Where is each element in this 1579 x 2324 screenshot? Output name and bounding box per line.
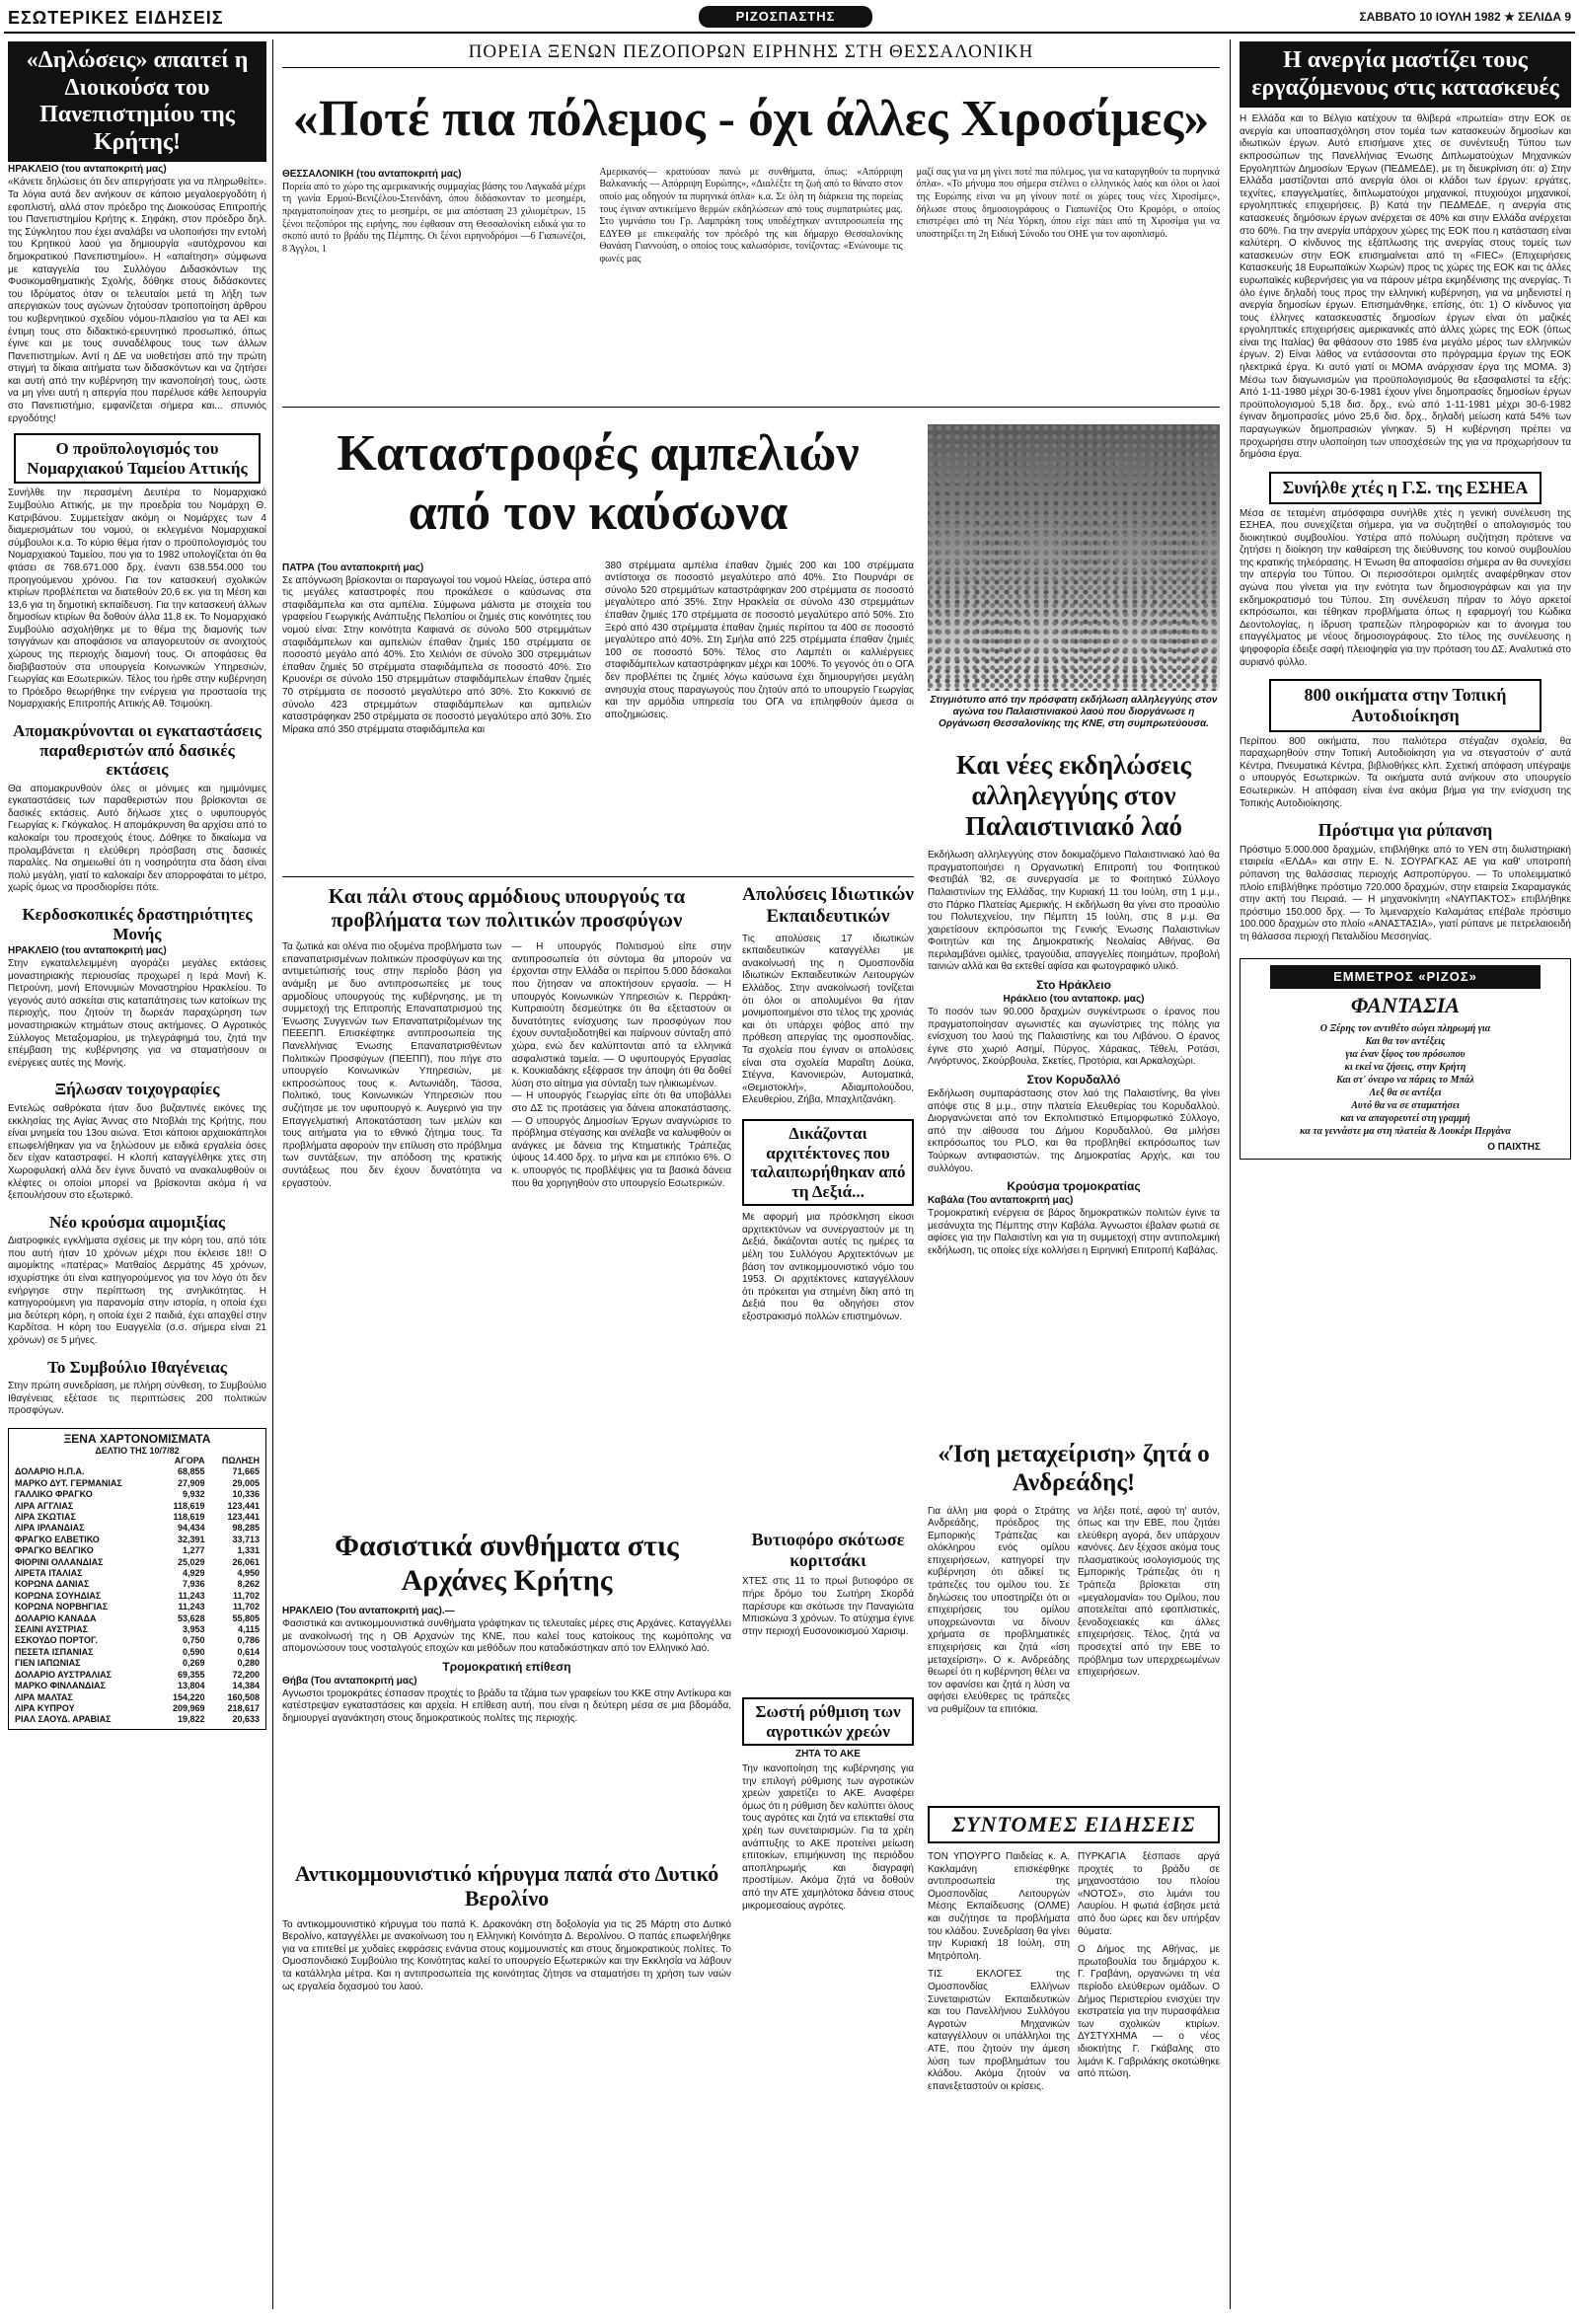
headline-box <box>742 1119 914 1206</box>
article-body: Φασιστικά και αντικομμουνιστικά συνθήματα γράφτηκαν τις τελευταίες μέρες στις Αρχάνες. Καταγγέλλει με ανακοίνωσή της η ΟΒ Αρχανών της ΚΝΕ, που καλεί τους κατοίκους της κωμόπολης να απομονώσουν τους νοσταλγούς εποχών και μεθόδων που καταδικάστηκαν από τον Ελληνικό λαό. <box>282 1618 731 1655</box>
headline: «Δηλώσεις» απαιτεί η Διοικούσα του Πανεπιστημίου της Κρήτης! <box>26 47 249 155</box>
headline: Απομακρύνονται οι εγκαταστάσεις παραθεριστών από δασικές εκτάσεις <box>13 721 262 780</box>
article-body: Το ποσόν των 90.000 δραχμών συγκέντρωσε ο έρανος που πραγματοποίησαν αγωνιστές και αγωνίστριες της πόλης για ενίσχυση του λαού της Παλαιστίνης και του Λιβάνου. Ο έρανος έγινε στο χωριό Ασημί, Πύργος, Χάρακας, Τέθελι, Ροτάσι, Λιγόρτυνος, Σκούρβουλα, Σκετίες, Προτόρια, και Αρκαλοχώρι. <box>928 1007 1220 1068</box>
currency-name: ΦΡΑΓΚΟ ΒΕΛΓΙΚΟ <box>15 1545 94 1556</box>
article-body: Για άλλη μια φορά ο Στράτης Ανδρεάδης, πρόεδρος της Εμπορικής Τράπεζας και ολόκληρου ενός ομίλου επιχειρήσεων, κατηγορεί την κυβέρνηση ότι αδικεί τις τράπεζες του ομίλου του. Σε δηλώσεις του υποστηρίζει ότι οι επιχειρήσεις του ομίλου υποχρεώνονται να δίνουν χρήματα σε προβληματικές επιχειρήσεις και ζητά «ίση μεταχείριση». Ο κ. Ανδρεάδης θεωρεί ότι η κυβέρνηση θέλει να τον αφανίσει και ζητά η λύση να αφήσει ελεύθερες τις τράπεζες να ρυθμίζουν τα επιτόκια. <box>928 1505 1070 1715</box>
currency-table <box>13 1456 262 1726</box>
buy-rate: 53,628 <box>178 1612 205 1623</box>
article-column <box>917 167 1220 266</box>
article-body: να λήξει ποτέ, αφού τη' αυτόν, όπως και την ΕΒΕ, που ζητάει ελεύθερη αγορά, δεν υπάρχουν κανόνες. Δεν ξέχασε ακόμα τους πλασματικούς ισολογισμούς της Εμπορικής Τράπεζας ότι η Τράπεζα βρίσκεται στη «μεγαλομανία» του Ομίλου, που αποτελείται από εφοπλιστικές, ξενοδοχειακές και άλλες επιχειρήσεις. Τέλος, ζητά να προσεχτεί από την ΕΒΕ το πρόβλημα των υπερχρεωμένων επιχειρήσεων. <box>1078 1505 1220 1679</box>
headline-box <box>742 1697 914 1746</box>
buy-rate: 19,822 <box>178 1714 205 1725</box>
buy-rate: 118,619 <box>173 1500 205 1511</box>
headline-box <box>1240 41 1571 108</box>
andreadis-article <box>928 1441 1220 1717</box>
article-column <box>282 167 585 266</box>
currency-table-title: ΞΕΝΑ ΧΑΡΤΟΝΟΜΙΣΜΑΤΑ <box>63 1431 211 1446</box>
article-body: Αγνωστοι τρομοκράτες έσπασαν προχτές το βράδυ τα τζάμια των γραφείων του ΚΚΕ στην Αντίκυρα και κατέστρεψαν εγκαταστάσεις και αρχεία. Η επίθεση αυτή, που είναι η δεύτερη μέσα σε μια βδομάδα, δημιουργεί αγανάκτηση στους δημοκρατικούς πολίτες της περιοχής. <box>282 1687 731 1724</box>
teachers-article <box>742 884 914 1324</box>
masthead-rule <box>4 32 1575 34</box>
headline: Κερδοσκοπικές δραστηριότητες Μονής <box>22 905 253 943</box>
main-headline: Καταστροφές αμπελιών από τον καύσωνα <box>337 425 860 541</box>
buy-rate: 11,243 <box>178 1590 205 1601</box>
currency-row <box>13 1670 262 1681</box>
currency-name: ΓΙΕΝ ΙΑΠΩΝΙΑΣ <box>15 1658 81 1669</box>
headline: Φασιστικά συνθήματα στις Αρχάνες Κρήτης <box>335 1530 679 1597</box>
buy-rate: 154,220 <box>172 1691 205 1702</box>
sell-rate: 160,508 <box>227 1691 260 1702</box>
currency-row <box>13 1613 262 1624</box>
sell-rate: 123,441 <box>227 1512 260 1522</box>
headline: Δικάζονται αρχιτέκτονες που ταλαιπωρήθηκαν από τη Δεξιά... <box>750 1124 906 1201</box>
currency-row <box>13 1602 262 1612</box>
article-column <box>605 561 914 737</box>
currency-name: ΦΡΑΓΚΟ ΕΛΒΕΤΙΚΟ <box>15 1534 100 1544</box>
buy-rate: 9,932 <box>183 1489 205 1500</box>
news-item: ΠΥΡΚΑΓΙΑ ξέσπασε αργά προχτές το βράδυ σε μηχανοστάσιο του πλοίου «ΝΟΤΟΣ», στο λιμάνι του Λαυρίου. Η φωτιά έσβησε μετά από δυο ώρες και δεν υπήρξαν θύματα. <box>1078 1851 1220 1937</box>
headline: Το Συμβούλιο Ιθαγένειας <box>47 1357 227 1377</box>
headline: Ξήλωσαν τοιχογραφίες <box>54 1080 220 1099</box>
headline: Η ανεργία μαστίζει τους εργαζόμενους στις κατασκευές <box>1251 47 1559 101</box>
section-label: ΕΣΩΤΕΡΙΚΕΣ ΕΙΔΗΣΕΙΣ <box>8 8 224 28</box>
poem-tag <box>1270 965 1541 989</box>
article-body: Θα απομακρυνθούν όλες οι μόνιμες και ημιμόνιμες εγκαταστάσεις των παραθεριστών που βρίσκονται σε δασικές εκτάσεις. Αυτό δήλωσε χτες ο υφυπουργός Γεωργίας κ. Γκόγκαλος. Η απομάκρυνση θα αρχίσει από το καλοκαίρι του προσεχούς έτους. Δόθηκε το δικαίωμα να προλαμβάνεται η ελεύθερη πρόσβαση στις δασικές παραλίες. Να σημειωθεί ότι η νοσηρότητα στα δάση είναι πολύ μεγάλη, γιατί το καλοκαίρι δεν απορροφάται το μέτρο, χωρίς όμως να προσδιορίσει πότε. <box>8 783 266 894</box>
article-body: — Η υπουργός Γεωργίας είπε ότι θα υποβάλλει στο ΔΣ τις προτάσεις για δάνεια αποκατάστασης. — Ο υπουργός Δημοσίων Έργων αναγνώρισε το πρόβλημα στέγασης και ανέλαβε να καλυφθούν οι ανάγκες με δάνεια της Κτηματικής Τράπεζας ύψους 14.400 δρχ. το μήνα και με επιτόκιο 6%. Ο κ. υπουργός τις προβλέψεις για τα βασικά δάνεια που θα χορηγηθούν στο υπουργείο Εσωτερικών. <box>511 1090 731 1189</box>
sell-rate: 98,285 <box>232 1523 260 1534</box>
sell-rate: 11,702 <box>232 1590 260 1601</box>
article-column <box>1078 1851 1220 2093</box>
buy-rate: 1,277 <box>183 1545 205 1556</box>
article-column <box>1078 1506 1220 1717</box>
poem-line: Και στ' όνειρο να πάρεις το Μπάλ <box>1336 1074 1474 1086</box>
poem-box <box>1240 958 1571 1160</box>
article-column <box>928 1851 1070 2093</box>
sell-rate: 0,280 <box>237 1658 260 1669</box>
article-columns <box>928 1851 1220 2093</box>
headline: 800 οικήματα στην Τοπική Αυτοδιοίκηση <box>1304 685 1507 725</box>
article-body: Στην εγκαταλελειμμένη αγοράζει μεγάλες εκτάσεις μοναστηριακής περιουσίας προχωρεί η Ιερά Μονή Κ. Πετρούνη, μονή Επονυμιών Μοναστηρίου Ηρακλείου. Το γεγονός αυτό ασκείται στις καταπάτησεις των κατοίκων της περιοχής, που ζητούν τη δωρεάν παραχώρηση των μοναστηριακών κτημάτων στους ακτήμονες. Ο Αγροτικός Σύλλογος Μεταξομαρίου, με τηλεγράφημά του, ζητά την επέμβαση της κυβέρνησης για να σταματήσουν οι ενέργειες αυτές της Μονής. <box>8 958 266 1069</box>
buy-rate: 209,969 <box>172 1702 205 1713</box>
sell-rate: 20,633 <box>232 1714 260 1725</box>
currency-row <box>13 1658 262 1669</box>
article-body: Την ικανοποίηση της κυβέρνησης για την επιλογή ρύθμισης των αγροτικών χρεών χαιρετίζει το ΑΚΕ. Αναφέρει όμως ότι η ρύθμιση δεν καλύπτει όλους τους αγρότες και ζητά να επεκταθεί στα χρέη των συνεταιρισμών. Για τα χρέη ανάπτυξης το ΑΚΕ προτείνει μείωση επιτοκίων, επιμήκυνση της περιόδου αποπληρωμής και διαγραφή προστίμων. Ακόμα ζητά να δοθούν από την ΑΤΕ χαμηλότοκα δάνεια στους μικρομεσαίους αγρότες. <box>742 1763 914 1912</box>
currency-row <box>13 1568 262 1579</box>
currency-row <box>13 1523 262 1534</box>
article-body: — Η υπουργός Πολιτισμού είπε στην αντιπροσωπεία ότι σύντομα θα μπορούν να έρχονται στην Ελλάδα οι περίπου 5.000 δάσκαλοι που ζήτησαν να αποκτήσουν εργασία. — Η υπουργός Κοινωνικών Υπηρεσιών κ. Περράκη-Κυπραιούτη δεσμεύτηκε ότι θα εξεταστούν οι δυνατότητες ενίσχυσης των προσφύγων που έχουν συνταξιοδοτηθεί και παίρνουν σύνταξη από χώρα, ενώ δεν καλύπτονται από τα ελληνικά ασφαλιστικά ταμεία. — Ο υφυπουργός Εργασίας κ. Κουκιαδάκης εξέφρασε την άποψη ότι θα δοθεί λύση στο αίτημα για σύνταξη των ηλικιωμένων. <box>511 941 731 1089</box>
byline: ΗΡΑΚΛΕΙΟ (του ανταποκριτή μας) <box>8 164 167 176</box>
currency-row <box>13 1703 262 1714</box>
currency-row <box>13 1647 262 1658</box>
sell-rate: 8,262 <box>237 1579 260 1590</box>
poem-line: κι εκεί να ζήσεις, στην Κρήτη <box>1344 1061 1466 1073</box>
headline: Βυτιοφόρο σκότωσε κοριτσάκι <box>751 1530 905 1570</box>
accident-article <box>742 1530 914 1638</box>
currency-row <box>13 1624 262 1635</box>
headline: Απολύσεις Ιδιωτικών Εκπαιδευτικών <box>742 884 914 927</box>
article-columns <box>282 561 914 737</box>
currency-name: ΣΕΛΙΝΙ ΑΥΣΤΡΙΑΣ <box>15 1624 89 1635</box>
currency-table-header <box>13 1456 262 1466</box>
article-body: Διατροφικές εγκλήματα σχέσεις με την κόρη του, από τότε που αυτή ήταν 10 χρόνων μέχρι που έκλεισε 18!! Ο αιμομίκτης «πατέρας» Ματθαίος Δερμάτης 45 χρόνων, ισχυρίστηκε ότι είναι κατηγορούμενος για τον λόγο ότι δεν ενήργησε στην περίπτωση της ανηλικότητας. Η κατηγορούμενη για παρανομία στην ιστορία, η οποία έχει μια δεύτερη κόρη, η οποία έχει 2 παιδιά, έχει απαχθεί στην Καρδίτσα. Η κόρη του Ευαγγελία (σ.σ. σήμερα είναι 21 χρόνων) σε 5 μήνες. <box>8 1236 266 1347</box>
byline: Καβάλα (Του ανταποκριτή μας) <box>928 1195 1074 1207</box>
currency-name: ΜΑΡΚΟ ΔΥΤ. ΓΕΡΜΑΝΙΑΣ <box>15 1477 122 1488</box>
poem-tag-label: ΕΜΜΕΤΡΟΣ «ΡΙΖΟΣ» <box>1333 968 1477 984</box>
headline-box <box>1269 679 1541 731</box>
headline: Αντικομμουνιστικό κήρυγμα παπά στο Δυτικό Βερολίνο <box>294 1861 719 1912</box>
currency-name: ΔΟΛΑΡΙΟ ΚΑΝΑΔΑ <box>15 1612 97 1623</box>
sell-rate: 10,336 <box>232 1489 260 1500</box>
kicker: ΠΟΡΕΙΑ ΞΕΝΩΝ ΠΕΖΟΠΟΡΩΝ ΕΙΡΗΝΗΣ ΣΤΗ ΘΕΣΣΑΛΟΝΙΚΗ <box>468 41 1034 62</box>
kicker-rule <box>282 67 1220 68</box>
buy-rate: 7,936 <box>183 1579 205 1590</box>
peace-article <box>282 41 1220 266</box>
article-body: Πρόστιμο 5.000.000 δραχμών, επιβλήθηκε από το ΥΕΝ στη διυλιστηριακή εταιρεία «ΕΛΔΑ» και στην Ε. Ν. ΣΟΥΡΑΓΚΑΣ ΑΕ για καθ' υποτροπή ρύπανση της θαλάσσιας περιοχής Ασπροπύργου. — Το υπολειμματικό πλοίο επιβλήθηκε πρόστιμο 720.000 δραχμών, στην εταιρεία Σκαραμαγκάς στην ακτή του Πειραιά. — Η μηχανοκίνητη «ΝΑΥΠΑΚΤΟΣ» επιβλήθηκε πρόστιμο 150.000 δρχ. — Το λιμεναρχείο Καλαμάτας επέβαλε πρόστιμο 100.000 δραχμών στο πλοίο «ΑΝΑΣΤΑΣΙΑ», γιατί ρύπανε με πετρελαιοειδή τη θάλασσα περιοχή Πεταλιδίου Μεσσηνίας. <box>1240 844 1571 942</box>
currency-name: ΛΙΡΑ ΑΓΓΛΙΑΣ <box>15 1500 74 1511</box>
short-news-title-box <box>928 1806 1220 1843</box>
main-headline: «Ποτέ πια πόλεμος - όχι άλλες Χιροσίμες» <box>292 91 1210 147</box>
currency-name: ΛΙΡΑ ΙΡΛΑΝΔΙΑΣ <box>15 1523 85 1534</box>
section-rule <box>282 876 914 877</box>
archanes-article <box>282 1530 731 1726</box>
subheadline: Κρούσμα τρομοκρατίας <box>1007 1179 1141 1194</box>
article-columns <box>928 1506 1220 1717</box>
article-body: «Κάνετε δηλώσεις ότι δεν απεργήσατε για να πληρωθείτε». Τα λόγια αυτά δεν ανήκουν σε κάποιο μεγαλοεργοδότη ή εφοπλιστή, αλλά στον πρόεδρο της Διοικούσας Επιτροπής του Πανεπιστημίου Κρήτης κ. Σηφάκη, στον πρόεδρο δηλ. της Σύγκλητου που έχει αναλάβει να υλοποιήσει την εντολή του Κρητικού λαού για δημιουργία «αυτόχρονου και δημοκρατικού Πανεπιστημίου». Η «απαίτηση» σύμφωνα με καταγγελία του Συλλόγου Διδασκόντων της Φυσικομαθηματικής Σχολής, δόθηκε στους διδάσκοντες του Ιδρύματος όταν οι τελευταίοι μετά τη λήξη των απεργιακών τους αγώνων ζητούσαν τροποποίηση άρθρου του κυβερνητικού σχεδίου νόμου-πλαισίου για τα ΑΕΙ και έντιμη τους στο διδακτικό-ερευνητικό προσωπικό, όπως έγινε και με τους συναδέλφους τους των άλλων Πανεπιστημίων. Αντί η ΔΕ να υιοθετήσει από την πρώτη στιγμή τα δίκαια αιτήματα των διδασκόντων και να ζητήσει και αυτή από την κυβέρνηση την ικανοποίησή τους, ώστε να μη γίνει αυτή η απεργία που παρέλυσε κάθε λειτουργία στο Πανεπιστήμιο, εμφανίζεται σήμερα και... σπυνιός εργοδότης! <box>8 177 266 424</box>
sell-rate: 55,805 <box>232 1612 260 1623</box>
column-rule <box>1230 39 1231 2309</box>
column-header: ΑΓΟΡΑ <box>174 1455 205 1465</box>
article-body: Στην πρώτη συνεδρίαση, με πλήρη σύνθεση, το Συμβούλιο Ιθαγένειας εξέτασε τις περιπτώσεις 200 πολιτικών προσφύγων. <box>8 1381 266 1417</box>
column-right <box>1240 41 1571 1160</box>
headline: Σωστή ρύθμιση των αγροτικών χρεών <box>755 1702 901 1741</box>
sell-rate: 72,200 <box>232 1669 260 1680</box>
berlin-article <box>282 1861 731 1993</box>
article-column <box>282 941 502 1190</box>
paper-name-badge <box>699 6 872 28</box>
currency-row <box>13 1714 262 1725</box>
sell-rate: 33,713 <box>232 1534 260 1544</box>
article-column <box>928 1506 1070 1717</box>
currency-name: ΚΟΡΩΝΑ ΔΑΝΙΑΣ <box>15 1579 90 1590</box>
article-body: Μέσα σε τεταμένη ατμόσφαιρα συνήλθε χτές η γενική συνέλευση της ΕΣΗΕΑ, που συνεχίζεται σήμερα, για να συζητηθεί ο απολογισμός του διοικητικού συμβουλίου. Υστέρα από πολύωρη συζήτηση πρότεινε να ζητήσει η διοίκηση την καθαίρεση της διεύθυνσης του κοινού συμβουλίου της κρατικής τηλεόρασης. Η Ένωση θα αποφασίσει σήμερα αν θα συνεχίσει την απεργία του Τύπου. Οι περισσότεροι ομιλητές αναφέρθηκαν στον αγώνα που γίνεται για την ενότητα των δημοσιογράφων και για την εκδημοκρατισμό του Τύπου. Στη συνέλευση πήραν το λόγο αρκετοί εκπρόσωποι, και τέθηκαν προβλήματα όπως η εφαρμογή του Κώδικα Δεοντολογίας, η ίδρυση τραπεζών πληροφοριών και το άνοιγμα του επαγγέλματος με νέους δημοσιογράφους. Στο τέλος της συνέλευσης η ψηφοφορία έδειξε σαφή πλειοψηφία για την πρόταση του ΔΣ. Αναλυτικά στο αυριανό φύλλο. <box>1240 507 1571 668</box>
poem-signature: Ο ΠΑΙΧΤΗΣ <box>1487 1141 1541 1153</box>
headline: Ο προϋπολογισμός του Νομαρχιακού Ταμείου Αττικής <box>27 439 248 478</box>
byline: ΠΑΤΡΑ (Του ανταποκριτή μας) <box>282 562 424 573</box>
currency-name: ΛΙΡΑ ΣΚΩΤΙΑΣ <box>15 1512 76 1522</box>
article-body: Συνήλθε την περασμένη Δευτέρα το Νομαρχιακό Συμβούλιο Αττικής, με την προεδρία του Νομάρχη Θ. Κατριβάνου. Συμμετείχαν ακόμη οι Νομάρχες των 4 διαμερισμάτων του νομού, οι εκλεγμένοι Νομαρχιακοί σύμβουλοι κ.α. Το κύριο θέμα ήταν ο προϋπολογισμός του Νομαρχιακού Ταμείου, που για το 1982 υπολογίζεται ότι θα φτάσει σε 768.671.000 δρχ. έναντι 638.554.000 του προηγούμενου χρόνου. Για τον κατασκευή σχολικών κτιρίων προβλέπεται να διατεθούν 20,6 εκ. για τη Μέση και 13,6 για τη δημοτική εκπαίδευση. Για την κατασκευή άλλων δημοσίων κτιρίων θα δοθούν άλλα 11,8 εκ. Το Νομαρχιακό Συμβούλιο ασχολήθηκε με το θέμα της διαμονής των τσιγγάνων και αποφάσισε να απαγορευτούν σε ανοιχτούς χώρους της περιοχής διαμονή τους. Οι αποφάσεις θα διαβιβαστούν στα υπουργεία Κοινωνικών Υπηρεσιών, Γεωργίας και Εσωτερικών. Τέλος του ήρθε στην κυβέρνηση το Πρόεδρο θεωρήθηκε την ενέργεια για προστασία της Νομαρχιακής Επιτροπής Αττικής Αθ. Τσιμούκη. <box>8 487 266 711</box>
poem-line: και να απαγορευτεί στη γραμμή <box>1340 1112 1470 1124</box>
rally-photo <box>928 424 1220 691</box>
refugees-article <box>282 884 731 1190</box>
headline: Πρόστιμα για ρύπανση <box>1317 820 1493 841</box>
currency-name: ΡΙΑΛ ΣΑΟΥΔ. ΑΡΑΒΙΑΣ <box>15 1714 112 1725</box>
currency-name: ΓΑΛΛΙΚΟ ΦΡΑΓΚΟ <box>15 1489 93 1500</box>
currency-name: ΦΙΟΡΙΝΙ ΟΛΛΑΝΔΙΑΣ <box>15 1556 104 1567</box>
article-body: Πορεία από το χώρο της αμερικανικής συμμαχίας βάσης του Λαγκαδά μέχρι τη γωνία Ερμού-Βενιζέλου-Στεινδάνη, όπου διδάσκονταν το μεσημέρι, πραγματοποίησαν χτες το μεσημέρι, σε μια απόσταση 23 χιλιομέτρων, 15 ξένοι πεζοπόροι της ειρήνης, που έφθασαν στη Θεσσαλονίκη ειδικά για το σκοπό αυτό το βράδυ της Πέμπτης. Οι ξένοι ειρηνοδρόμοι —6 Γιαπωνέζοι, 8 Άγγλοι, 1 <box>282 181 586 255</box>
currency-row <box>13 1635 262 1646</box>
issue-date: ΣΑΒΒΑΤΟ 10 ΙΟΥΛΗ 1982 ★ ΣΕΛΙΔΑ 9 <box>1359 10 1571 24</box>
byline: Ηράκλειο (του ανταποκρ. μας) <box>1003 994 1145 1006</box>
sell-rate: 123,441 <box>227 1500 260 1511</box>
sell-rate: 26,061 <box>232 1556 260 1567</box>
article-columns <box>282 167 1220 266</box>
currency-row <box>13 1478 262 1489</box>
sell-rate: 71,665 <box>232 1466 260 1477</box>
buy-rate: 32,391 <box>178 1534 205 1544</box>
currency-row <box>13 1501 262 1512</box>
byline: ΗΡΑΚΛΕΙΟ (του ανταποκριτή μας) <box>8 945 167 957</box>
byline: Θήβα (Του ανταποκριτή μας) <box>282 1675 417 1687</box>
article-body: Εκδήλωση αλληλεγγύης στον δοκιμαζόμενο Παλαιστινιακό λαό θα πραγματοποιήσει η Οργανωτική Επιτροπή του Φοιτητικού Φεστιβάλ '82, σε συνεργασία με το Φοιτητικό Σύλλογο Παλαιστινίων της Ελλάδας, την Κυριακή 11 του Ιούλη, στη 1 μ.μ., στο Πάρκο Πλατείας Αμερικής. Η εκδήλωση θα γίνει στο προαύλιο του Πολυτεχνείου, την Πέμπτη 15 Ιούλη, στις 8 μ.μ. Θα χαιρετίσουν εκπρόσωποι της Γενικής Ένωσης Παλαιστινίων Φοιτητών και της Δημοκρατικής Νεολαίας Αθήνας. Θα περιλαμβάνει ομιλίες, τραγούδια, απαγγελίες ποιημάτων, προβολή ταινιών αλλά και θα εκτεθεί αφίσα και φωτογραφικό υλικό. <box>928 850 1220 973</box>
short-news-title: ΣΥΝΤΟΜΕΣ ΕΙΔΗΣΕΙΣ <box>951 1812 1196 1837</box>
currency-name: ΛΙΡΕΤΑ ΙΤΑΛΙΑΣ <box>15 1568 83 1579</box>
currency-row <box>13 1557 262 1568</box>
poem-line: Και θα τον αντέξεις <box>1365 1035 1446 1047</box>
short-news <box>928 1806 1220 2093</box>
photo-caption: Στιγμιότυπο από την πρόσφατη εκδήλωση αλληλεγγύης στον αγώνα του Παλαιστινιακού λαού που διοργάνωσε η Οργάνωση Θεσσαλονίκης της ΚΝΕ, στη συμπρωτεύουσα. <box>930 695 1218 729</box>
headline: Και πάλι στους αρμόδιους υπουργούς τα προβλήματα των πολιτικών προσφύγων <box>328 884 686 933</box>
currency-table-date: ΔΕΛΤΙΟ ΤΗΣ 10/7/82 <box>95 1445 180 1456</box>
currency-name: ΛΙΡΑ ΜΑΛΤΑΣ <box>15 1691 73 1702</box>
news-item: Ο Δήμος της Αθήνας, με πρωτοβουλία του δημάρχου κ. Γ. Γραβάνη, οργανώνει τη νέα περίοδο ελεύθερων ομάδων. Ο Δήμος Περιστερίου ενισχύει την εκστρατεία για την πυρασφάλεια των σχολικών κτιρίων. ΔΥΣΤΥΧΗΜΑ — ο νέος ιδιοκτήτης Γ. Γκάβαλης στο λιμάνι Κ. Γαβριλάκης σκοτώθηκε από πτώση. <box>1078 1944 1220 2080</box>
article-column <box>282 561 591 737</box>
headline: «Ίση μεταχείριση» ζητά ο Ανδρεάδης! <box>938 1441 1210 1496</box>
column-rule <box>272 39 273 2309</box>
currency-row <box>13 1535 262 1545</box>
buy-rate: 68,855 <box>178 1466 205 1477</box>
article-body: Αμερικανός— κρατούσαν πανώ με συνθήματα, όπως: «Απόρριψη Βαλκανικής — Απόρριψη Ευρώπης», «Διαλέξτε τη ζωή από το θάνατο στον οποίο μας οδηγούν τα πυρηνικά όπλα» κ.α. Σε όλη τη διάρκεια της πορείας τους έγιναν αντικείμενο θερμών εκδηλώσεων από τους συμπατριώτες μας. Στο γυμνάσιο του Γρ. Λαμπράκη τους υποδέχτηκαν αντιπροσωπεία της ΕΔΥΕΘ με επικεφαλής τον πρόεδρό της και δήμαρχο Θεσσαλονίκης Θανάση Γιαννούση, ο οποίος τους καλωσόρισε, τονίζοντας: «Ενώνουμε τις φωνές μας <box>599 166 903 264</box>
sell-rate: 0,614 <box>237 1646 260 1657</box>
article-body: ΧΤΕΣ στις 11 το πρωί βυτιοφόρο σε πήρε δρόμο του Σωτήρη Σκορδά παρέσυρε και σκότωσε την Παναγιώτα Μπισκώνα 3 χρόνων. Το ατύχημα έγινε στην περιοχή Ευσονοικισμού Χαρισιμ. <box>742 1576 914 1637</box>
currency-row <box>13 1692 262 1703</box>
sell-rate: 1,331 <box>237 1545 260 1556</box>
article-body: μαζί σας για να μη γίνει ποτέ πια πόλεμος, για να καταργηθούν τα πυρηνικά όπλα». «Το μήνυμα που σήμερα στέλνει ο ελληνικός λαός και όλοι οι λαοί της Ευρώπης είναι να μη γίνουν ποτέ οι χώρες τους νέες Χιροσίμες», δήλωσε στους δημοσιογράφους ο Γιαπωνέζος Οτο Κρομόρι, ο οποίος επιστρέφει από τη Νέα Υόρκη, όπου είχε πάει από τη Χιροσίμα για να υποστηρίξει τη 2η Ειδική Σύνοδο του ΟΗΕ για τον αφοπλισμό. <box>916 166 1220 240</box>
currency-name: ΚΟΡΩΝΑ ΣΟΥΗΔΙΑΣ <box>15 1590 102 1601</box>
buy-rate: 94,434 <box>178 1523 205 1534</box>
article-body: Εντελώς σαθρόκατα ήταν δυο βυζαντινές εικόνες της εκκλησίας της Αγίας Άννας στο Ντοβλάι της Κρήτης, που είναι μνημεία του 13ου αιώνα. Έτσι κάποιοι αρχαιοκάπηλοι επωφελήθηκαν για να ξηλώσουν με ειδικά εργαλεία όσες δεν είχαν καταστραφεί. Η κλοπή καταγγέλθηκε χτες στη Χωροφυλακή αλλά δεν έγινε δυνατό να ανακαλυφθούν οι κλέφτες οι οποίοι μπορεί να βρίσκονται ακόμα ή να ξεπουλήσουν στο εξωτερικό. <box>8 1103 266 1202</box>
currency-row <box>13 1579 262 1590</box>
buy-rate: 0,590 <box>183 1646 205 1657</box>
poem-line: Ο Ξέρης τον αντιθέτο σώγει πληρωμή για <box>1319 1022 1491 1034</box>
sell-rate: 11,702 <box>232 1602 260 1612</box>
currency-name: ΠΕΣΕΤΑ ΙΣΠΑΝΙΑΣ <box>15 1646 94 1657</box>
currency-row <box>13 1489 262 1500</box>
currency-name: ΚΟΡΩΝΑ ΝΟΡΒΗΓΙΑΣ <box>15 1602 109 1612</box>
poem-line: κα τα γεννάστε μα στη πλατεία & Λουκέρι Περγάνα <box>1300 1125 1511 1137</box>
poem-line: Αυτό θα να σε σταματήσει <box>1351 1099 1460 1111</box>
article-body: Τρομοκρατική ενέργεια σε βάρος δημοκρατικών πολιτών έγινε τα μεσάνυχτα της Πέμπτης στην Καβάλα. Άγνωστοι έβαλαν φωτιά σε αφίσες για την Παλαιστίνη και για τη συμμετοχή στην αντιπολεμική εκδήλωση, τις οποίες είχε κολλήσει η Ειρηνική Επιτροπή Καβάλας. <box>928 1208 1220 1256</box>
headline-box <box>1269 472 1541 504</box>
currency-name: ΛΙΡΑ ΚΥΠΡΟΥ <box>15 1702 75 1713</box>
grapes-article <box>282 414 914 736</box>
debts-article <box>742 1697 914 1912</box>
news-item: ΤΙΣ ΕΚΛΟΓΕΣ της Ομοσπονδίας Ελλήνων Συνεταιριστών Εκπαιδευτικών και του Πανελλήνιου Συλλόγου Αγροτών Μηχανικών καταγγέλλουν οι υπάλληλοι της ΑΤΕ, που ζητούν την άμεση λύση των προβλημάτων του κλάδου. Ακόμα ζητούν να επανεξεταστούν οι κρίσεις. <box>928 1969 1070 2092</box>
sell-rate: 4,950 <box>237 1568 260 1579</box>
currency-table-box <box>8 1428 266 1730</box>
currency-row <box>13 1466 262 1477</box>
poem-line: Λεξ θα σε αντέξει <box>1369 1087 1442 1098</box>
currency-name: ΔΟΛΑΡΙΟ Η.Π.Α. <box>15 1466 85 1477</box>
article-body: Εκδήλωση συμπαράστασης στον λαό της Παλαιστίνης, θα γίνει απόψε στις 8 μ.μ., στην πλατεία Ελευθερίας του Κορυδαλλού. Διοργανώνεται από τον Εκπολιτιστικό Επιμορφωτικό Σύλλογο, από την αίθουσα του Δήμου Κορυδαλλού. Θα μιλήσει εκπρόσωπος του PLO, και θα προβληθεί εκπρόσωπος των Τούρκων αντιφασιστών, της Δημοκρατίας Αρχής, και του συλλόγου. <box>928 1088 1220 1174</box>
headline: Συνήλθε χτές η Γ.Σ. της ΕΣΗΕΑ <box>1282 477 1529 497</box>
sell-rate: 4,115 <box>237 1624 260 1635</box>
article-body: Με αφορμή μια πρόσκληση είκοσι αρχιτεκτόνων να συνεργαστούν με τη Δεξιά, δικάζονται αυτές τις ημέρες τα μέλη του Συλλόγου Αρχιτεκτόνων με βάση τον αντικομμουνιστικό νόμο του 1953. Οι αρχιτέκτονες καταγγέλλουν ότι πρόκειται για στημένη δίκη από τη Δεξιά που θα οδηγήσει στον εξοστρακισμό πολλών επιστημόνων. <box>742 1212 914 1322</box>
buy-rate: 13,804 <box>178 1681 205 1691</box>
subheadline: Τρομοκρατική επίθεση <box>442 1659 571 1674</box>
palestine-article <box>928 750 1220 1258</box>
poem-lines <box>1241 1022 1570 1138</box>
subheadline: Στο Ηράκλειο <box>1036 978 1111 993</box>
article-column <box>512 941 732 1190</box>
sell-rate: 29,005 <box>232 1477 260 1488</box>
buy-rate: 69,355 <box>178 1669 205 1680</box>
currency-row <box>13 1545 262 1556</box>
column-left <box>8 41 266 1730</box>
buy-rate: 3,953 <box>183 1624 205 1635</box>
currency-name: ΜΑΡΚΟ ΦΙΝΛΑΝΔΙΑΣ <box>15 1681 106 1691</box>
currency-name: ΔΟΛΑΡΙΟ ΑΥΣΤΡΑΛΙΑΣ <box>15 1669 112 1680</box>
sell-rate: 218,617 <box>227 1702 260 1713</box>
currency-row <box>13 1681 262 1691</box>
column-header: ΠΩΛΗΣΗ <box>221 1455 260 1465</box>
currency-row <box>13 1591 262 1602</box>
article-body: Τις απολύσεις 17 ιδιωτικών εκπαιδευτικών καταγγέλλει με ανακοίνωσή της η Ομοσπονδία Ιδιωτικών Εκπαιδευτικών Λειτουργών Ελλάδος. Στην ανακοίνωσή τονίζεται ότι όλοι οι απολυμένοι θα ήταν μονιμοποιημένοι στο τέλος της χρονιάς και ότι υπάρχει φόβος από την πρόθεση απεργίας της ομοσπονδίας. Τα σχολεία που έγιναν οι απολύσεις είναι στα σχολεία Μαραΐτη Δούκα, Στέγνα, Κανονιερών, Αυτοματικά, «Θεμιστοκλή», Αδιαμπολούδου, Ελευθερίου, Ζήβα, Μπαχλιτζανάκη. <box>742 933 914 1106</box>
headline-box <box>14 433 261 484</box>
headline-box <box>8 41 266 162</box>
article-body: Περίπου 800 οικήματα, που παλιότερα στέγαζαν σχολεία, θα παραχωρηθούν στην Τοπική Αυτοδιοίκηση για να στεγαστούν σ' αυτά Κέντρα, Πνευματικά Κέντρα, βιβλιοθήκες κλπ. Σχετική απόφαση υπέγραψε ο υπουργός Εσωτερικών. Τα οικήματα αυτά ανήκουν στο υπουργείο Εσωτερικών. Η απόφαση είναι ένα ακόμα βήμα για την ενίσχυση της Τοπικής Αυτοδιοίκησης. <box>1240 735 1571 809</box>
kicker: ΖΗΤΑ ΤΟ ΑΚΕ <box>795 1749 861 1761</box>
sell-rate: 14,384 <box>232 1681 260 1691</box>
byline: ΗΡΑΚΛΕΙΟ (Του ανταποκριτή μας).— <box>282 1606 455 1616</box>
article-body: Τα ζωτικά και ολένα πιο οξυμένα προβλήματα των επαναπατρισμένων πολιτικών προσφύγων και της αντιμετώπισής τους στην περίοδο βάση για ανάμιξη με δυο αντιπροσωπείες με τους αρμοδίους υπουργούς της κυβέρνησης, με τη συμμετοχή της Επιτροπής Επαναπατρισμού της Ένωσης Συγγενών των Επαναπατριζομένων της ΠΕΕΕΠΠ. Επισκέφτηκε αντιπροσωπεία της Πανελλήνιας Ένωσης Επαναπατρισθέντων Πολιτικών Προσφύγων (ΠΕΕΠΠ), που πήγε στο υπουργείο Κοινωνικών Υπηρεσιών, με εκπροσώπους τους κ. Αντωνιάδη, Τάσσα, Πολιτικό, τους Κοινωνικών Υπηρεσιών που συζήτησε με τον υφυπουργό κ. Αυγερινό για την Επαγγελματική Αποκατάσταση των μελών και τους αιτήματα για το εθνικό ζήτημα τους. Τα προβλήματα αφορούν την επίλυση στο πρόβλημα των συντάξεων, την απόδοση της κρατικής συντάξεως που δεν έχουν δυνατότητα να εργαστούν. <box>282 941 502 1189</box>
masthead <box>0 0 1579 39</box>
byline: ΘΕΣΣΑΛΟΝΙΚΗ (του ανταποκριτή μας) <box>282 168 462 180</box>
buy-rate: 0,269 <box>183 1658 205 1669</box>
buy-rate: 27,909 <box>178 1477 205 1488</box>
article-body: Η Ελλάδα και το Βέλγιο κατέχουν τα θλιβερά «πρωτεία» στην ΕΟΚ σε ανεργία και υποαπασχόληση στον τομέα των κατασκευών δημοσίων και ιδιωτικών έργων. Αυτό επισήμανε χτες σε συνέντευξη Τύπου των εκπροσώπων της Πανελλήνιας Ένωσης Διπλωματούχων Μηχανικών Εργοληπτών Δημοσίων Έργων (ΠΕΔΜΕΔΕ), με τη διευκρίνιση ότι: α) Στην Ελλάδα μαστίζονται από ανεργία όλοι οι κλάδοι των έργων: εργάτες, τεχνίτες, επαγγελματίες, διπλωματούχοι μηχανικοί, πτυχιούχοι μηχανικοί, εργοληπτικές επιχειρήσεις. β) Κατά την ΠΕΔΜΕΔΕ, η ανεργία στις κατασκευές δημόσιων έργων ανέρχεται σε 40% και στην Ελλάδα ανέρχεται στο 60%. Για την ανεργία υπάρχουν χώρες της ΕΟΚ που η κατάσταση είναι καλύτερη. Ο κίνδυνος της εξάπλωσης της ανεργίας στους τομείς των κατασκευών στην ΕΟΚ επισημαίνεται από τη «FIEC» (Επιχειρήσεις Κατασκευής 18 Ευρωπαϊκών Χωρών) προς τις χώρες της ΕΟΚ και τις άλλες ευρωπαϊκές κυβερνήσεις για να πάρουν μέτρα εκμηδένισης της ανεργίας. Τι όλο έγινε δηλαδή τους προς την ελληνική κυβέρνηση, για να μηδενιστεί η ανεργία δημοσίων έργων. Επισημάνθηκε, επίσης, ότι: 1) Ο κίνδυνος για τους έλληνες κατασκευαστές δημοσίων έργων είναι ότι μαζικές εργοληπτικές επιχειρήσεις αμερικανικές από άλλες χώρες της ΕΟΚ (όπως είναι της Ιταλίας) θα φθάσουν στο 1985 ένα μεγάλο μέρος των ελληνικών έργων. 2) Είναι λάθος να εντάσσονται στο πρόγραμμα έργων της ΕΟΚ ηλεκτρικά έργα. Κι αυτό γιατί οι ΜΟΜΑ ανάρχισαν έργα της ΜΟΜΑ. 3) Μέσω των διαγωνισμών για προϋπολογισμούς θα εξασφαλιστεί τα εξής: Από 1-11-1980 μέχρι 30-6-1981 έχουν γίνει δημοπρασίες δημοσίων έργων προϋπολογισμού 5,18 δισ. δρχ., ενώ από 1-11-1981 μέχρι 30-6-1982 έγιναν δημοπρασίες μόνο 25,6 δισ. δρχ., δηλαδή μείωση κατά 54% των παραγωγικών δημοπρασιών γίνηκαν. 5) Η κυβέρνηση πρέπει να προχωρήσει στην υλοποίηση των υποσχέσεών της για να προχωρήσουν τα δημόσια έργα. <box>1240 113 1571 461</box>
buy-rate: 25,029 <box>178 1556 205 1567</box>
buy-rate: 0,750 <box>183 1635 205 1646</box>
article-columns <box>282 941 731 1190</box>
sell-rate: 0,786 <box>237 1635 260 1646</box>
article-column <box>599 167 902 266</box>
subheadline: Στον Κορυδαλλό <box>1026 1073 1121 1087</box>
section-rule <box>282 407 1220 408</box>
poem-title: ΦΑΝΤΑΣΙΑ <box>1350 992 1461 1017</box>
news-item: ΤΟΝ ΥΠΟΥΡΓΟ Παιδείας κ. Α. Κακλαμάνη επισκέφθηκε αντιπροσωπεία της Ομοσπονδίας Λειτουργών Μέσης Εκπαίδευσης (ΟΛΜΕ) και συζήτησε τα προβλήματα του κλάδου. Συνεδρίαση θα γίνει την Κυριακή 18 Ιούλη, στη Μητρόπολη. <box>928 1851 1070 1962</box>
paper-name: ΡΙΖΟΣΠΑΣΤΗΣ <box>735 9 836 24</box>
buy-rate: 118,619 <box>173 1512 205 1522</box>
headline: Νέο κρούσμα αιμομιξίας <box>48 1212 226 1232</box>
currency-name: ΕΣΚΟΥΔΟ ΠΟΡΤΟΓ. <box>15 1635 98 1646</box>
article-body: Το αντικομμουνιστικό κήρυγμα του παπά Κ. Δρακονάκη στη δοξολογία για τις 25 Μάρτη στο Δυτικό Βερολίνο, καταγγέλλει με ανακοίνωση του η Ελληνική Κοινότητα Δ. Βερολίνου. Ο παπάς επωφελήθηκε για να επιτεθεί με χυδαίες εκφράσεις ενάντια στους κομμουνιστές και στους δημοκρατικούς πολίτες. Το Ομοσπονδιακό Συμβούλιο της Κοινότητας καλεί το υπουργείο Εξωτερικών και την Εκκλησία να λάβουν τα κατάλληλα μέτρα. Και η αντιπροσωπεία της κοινότητας ζήτησε να σταματήσει τη χρήση των ναών ως εργαλεία διχασμού του λαού. <box>282 1918 731 1992</box>
buy-rate: 4,929 <box>183 1568 205 1579</box>
currency-row <box>13 1512 262 1523</box>
article-body: Σε απόγνωση βρίσκονται οι παραγωγοί του νομού Ηλείας, ύστερα από τις μεγάλες καταστροφές που προκάλεσε ο καύσωνας στα σταφιδάμπελα και στα αμπέλια. Σύμφωνα μάλιστα με στοιχεία του γραφείου Γεωργικής Ανάπτυξης Πελοπίου οι ζημιές στις κοινότητες του νομού είναι: Στην κοινότητα Καφιανά σε σύνολο 500 στρεμμάτων σταφιδάμπελων και αμπελιών έπαθαν ζημιές 150 στρέμματα σε ποσοστό μεγάλο από 40%. Στο Χειλιόνι σε σύνολο 300 στρεμμάτων έπαθαν ζημιές 50 στρέμματα σταφιδάμπελα σε ποσοστό 40%. Στο Κρυονέρι σε σύνολο 150 στρεμμάτων σταφιδάμπελων έπαθαν ζημιές 70 στρέμματα σε ποσοστό μεγαλύτερο από 30%. Στο Κοκκινιό σε σύνολο 423 στρεμμάτων σταφιδάμπελων και αμπελιών καταστράφηκαν 250 στρέμματα σε ποσοστό μεγαλύτερο από 30%. Στο Μίρακα από 350 στρέμματα σταφιδάμπελα και <box>282 574 591 735</box>
poem-line: για έναν ξίφος του πρόσωπου <box>1345 1048 1466 1060</box>
headline: Και νέες εκδηλώσεις αλληλεγγύης στον Παλαιστινιακό λαό <box>955 750 1192 842</box>
buy-rate: 11,243 <box>178 1602 205 1612</box>
article-body: 380 στρέμματα αμπέλια έπαθαν ζημιές 200 και 100 στρέμματα αντίστοιχα σε ποσοστό μεγαλύτερο από 40%. Στο Πουρνάρι σε σύνολο 520 στρεμμάτων καταστράφηκαν 200 στρέμματα σε ποσοστό μεγαλύτερο από 35%. Στην Ηρακλεία σε σύνολο 430 στρεμμάτων έπαθαν ζημιές 170 στρέμματα σε ποσοστό μεγαλύτερο από 50%. Στο Ξερό από 430 στρέμματα έπαθαν ζημιές περίπου τα 400 σε ποσοστό μεγαλύτερο από 40%. Στη Σμήλα από 225 στρέμματα έπαθαν ζημιές 100 σε ποσοστό 50%. Τέλος στο Λαμπέτι οι καλλιέργειες σταφιδάμπελων καταστράφηκαν μέχρι και 100%. Το γεγονός ότι ο ΟΓΑ δεν προβλέπει τις ζημιές λόγω καύσωνα έχει δημιουργήσει μεγάλη ανησυχία στους παραγωγούς που ζητούν από το υπουργείο Γεωργίας και την αρμόδια υπηρεσία του ΟΓΑ να επιληφθούν άμεσα οι αποζημιώσεις. <box>605 560 914 720</box>
